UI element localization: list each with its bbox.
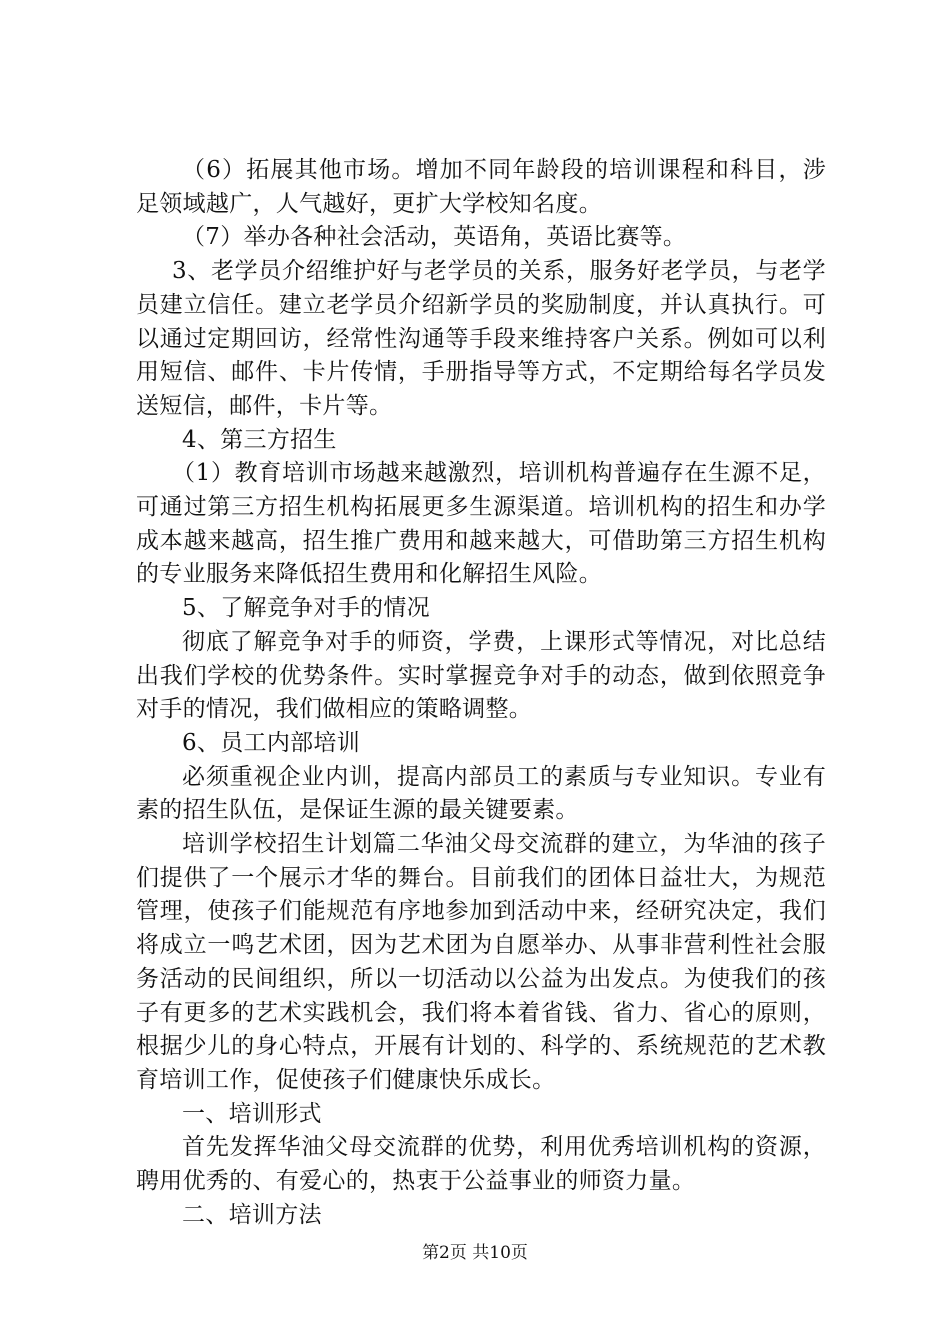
paragraph: （1）教育培训市场越来越激烈，培训机构普遍存在生源不足，可通过第三方招生机构拓展更多生源渠道。培训机构的招生和办学成本越来越高，招生推广费用和越来越大，可借助第三方招生机构的专业服务来降低招生费用和化解招生风险。 <box>136 460 826 588</box>
section-heading: 6、员工内部培训 <box>182 729 361 756</box>
section-heading: 4、第三方招生 <box>182 426 337 453</box>
paragraph: 必须重视企业内训，提高内部员工的素质与专业知识。专业有素的招生队伍，是保证生源的最关键要素。 <box>136 763 826 824</box>
page-footer: 第2页 共10页 <box>422 1243 528 1263</box>
paragraph: 彻底了解竞争对手的师资，学费，上课形式等情况，对比总结出我们学校的优势条件。实时掌握竞争对手的动态，做到依照竞争对手的情况，我们做相应的策略调整。 <box>136 628 826 723</box>
section-heading: 5、了解竞争对手的情况 <box>182 595 430 622</box>
paragraph: 培训学校招生计划篇二华油父母交流群的建立，为华油的孩子们提供了一个展示才华的舞台。目前我们的团体日益壮大，为规范管理，使孩子们能规范有序地参加到活动中来，经研究决定，我们将成立一鸣艺术团，因为艺术团为自愿举办、从事非营利性社会服务活动的民间组织，所以一切活动以公益为出发点。为使我们的孩子有更多的艺术实践机会，我们将本着省钱、省力、省心的原则，根据少儿的身心特点，开展有计划的、科学的、系统规范的艺术教育培训工作，促使孩子们健康快乐成长。 <box>136 831 826 1093</box>
paragraph: 3、老学员介绍维护好与老学员的关系，服务好老学员，与老学员建立信任。建立老学员介绍新学员的奖励制度，并认真执行。可以通过定期回访，经常性沟通等手段来维持客户关系。例如可以利用短信、邮件、卡片传情，手册指导等方式，不定期给每名学员发送短信，邮件，卡片等。 <box>136 258 826 419</box>
paragraph: （7）举办各种社会活动，英语角，英语比赛等。 <box>182 224 687 251</box>
paragraph: （6）拓展其他市场。增加不同年龄段的培训课程和科目，涉足领域越广，人气越好，更扩大学校知名度。 <box>136 157 826 217</box>
paragraph: 首先发挥华油父母交流群的优势，利用优秀培训机构的资源，聘用优秀的、有爱心的，热衷于公益事业的师资力量。 <box>136 1134 826 1195</box>
section-heading: 二、培训方法 <box>182 1201 322 1228</box>
document-body <box>136 154 826 1233</box>
section-heading: 一、培训形式 <box>182 1100 322 1127</box>
